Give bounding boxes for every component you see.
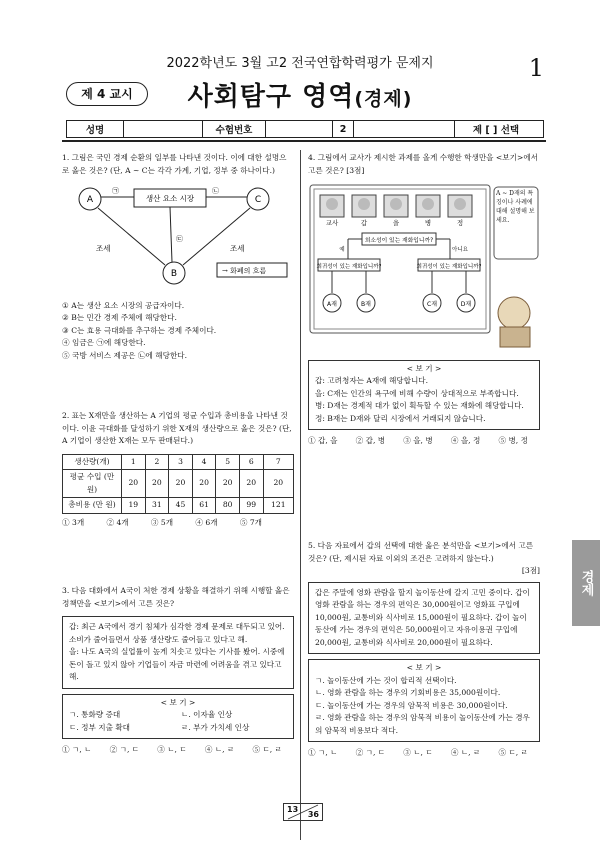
name-field[interactable] — [124, 121, 203, 137]
q4-flow-no: 아니요 — [452, 247, 468, 253]
q1-option-1[interactable]: ① A는 생산 요소 시장의 공급자이다. — [62, 300, 185, 310]
q2-table — [62, 454, 294, 514]
q5-bogi-2: ㄴ. 영화 관람을 하는 경우의 기회비용은 35,000원이다. — [315, 688, 501, 697]
q3-bogi-4: ㄹ. 부가 가치세 인상 — [181, 722, 250, 732]
q1-option-4[interactable]: ④ 임금은 ㉠에 해당한다. — [62, 338, 146, 347]
table-cell: 121 — [263, 498, 293, 514]
table-cell: 3 — [169, 454, 193, 470]
q3-bogi-title: < 보 기 > — [160, 697, 196, 707]
table-cell: 20 — [169, 470, 193, 498]
question-5 — [308, 540, 540, 760]
q1-tax-left: 조세 — [96, 244, 111, 253]
name-label: 성명 — [67, 121, 124, 137]
q1-stem: 1. 그림은 국민 경제 순환의 일부를 나타낸 것이다. 이에 대한 설명으로 옳은 것은? (단, A ~ C는 각각 가계, 기업, 정부 중 하나이다.) — [62, 153, 287, 175]
avatar — [454, 198, 466, 210]
table-cell: 61 — [192, 498, 216, 514]
question-3 — [62, 585, 294, 757]
q1-node-c: C — [254, 195, 262, 205]
table-cell: 4 — [192, 454, 216, 470]
q5-passage: 갑은 주말에 영화 관람을 할지 놀이동산에 갈지 고민 중이다. 갑이 영화 관람을 하는 경우의 편익은 30,000원이고 영화표 구입에 10,000원, 교통비와 식사비로 15,000원이 필요하다. 갑이 놀이동산에 가는 경우의 편익은 50,000원이고 자유이용권 구입에 20,000원, 교통비와 식사비로 20,000원이 필요하다. — [315, 587, 530, 647]
footer-total: 36 — [307, 810, 319, 819]
q5-option-3[interactable]: ③ ㄴ, ㄷ — [403, 748, 433, 757]
q4-option-4[interactable]: ④ 을, 정 — [450, 436, 481, 445]
q5-passage-box — [308, 582, 540, 655]
table-cell: 20 — [239, 470, 263, 498]
q4-bubble-text: A ~ D재의 특징이나 사례에 대해 설명해 보세요. — [496, 190, 535, 224]
q2-option-5[interactable]: ⑤ 7개 — [239, 517, 262, 527]
q1-legend: → 화폐의 흐름 — [222, 267, 267, 275]
footer-page: 13 — [287, 805, 299, 814]
table-cell: 6 — [239, 454, 263, 470]
q2-option-1[interactable]: ① 3개 — [62, 517, 85, 527]
subject-name: 사회탐구 영역 — [187, 82, 355, 112]
q4-person-byeong: 병 — [424, 219, 432, 227]
q1-tax-right: 조세 — [230, 244, 245, 253]
q3-option-4[interactable]: ④ ㄴ, ㄹ — [204, 745, 235, 754]
q1-node-a: A — [86, 195, 94, 205]
q2-stem: 2. 표는 X재만을 생산하는 A 기업의 평균 수입과 총비용을 나타낸 것이다. 이윤 극대화를 달성하기 위한 X재의 생산량으로 옳은 것은? (단, A 기업이 생산한 X재는 모두 판매된다.) — [62, 411, 292, 445]
q5-option-2[interactable]: ② ㄱ, ㄷ — [355, 748, 386, 757]
q4-bogi-box — [308, 360, 540, 431]
q4-flow-top: 희소성이 있는 재화입니까? — [364, 238, 434, 244]
q3-bogi-3: ㄷ. 정부 지출 확대 — [69, 722, 131, 732]
q4-leaf-b: B재 — [361, 301, 371, 308]
avatar — [390, 198, 402, 210]
q4-person-teacher: 교사 — [325, 219, 339, 227]
q4-person-jeong: 정 — [456, 219, 464, 227]
table-cell: 5 — [216, 454, 240, 470]
table-cell: 19 — [122, 498, 146, 514]
exam-no-blank[interactable] — [266, 121, 333, 137]
table-cell: 20 — [122, 470, 146, 498]
q1-option-5[interactable]: ⑤ 국방 서비스 제공은 ㉡에 해당한다. — [62, 350, 188, 360]
q5-option-1[interactable]: ① ㄱ, ㄴ — [308, 748, 338, 757]
q4-leaf-d: D재 — [460, 301, 472, 308]
q3-stem: 3. 다음 대화에서 A국이 처한 경제 상황을 해결하기 위해 시행할 옳은 정책만을 <보기>에서 고른 것은? — [62, 586, 290, 608]
q2-option-3[interactable]: ③ 5개 — [150, 517, 174, 527]
table-cell: 20 — [145, 470, 169, 498]
table-cell: 2 — [145, 454, 169, 470]
q4-bogi-4: 정: B재는 D재와 달리 시장에서 거래되지 않습니다. — [315, 413, 486, 423]
table-cell: 20 — [216, 470, 240, 498]
q2-row1-label: 생산량(개) — [63, 454, 122, 470]
q5-points: [3점] — [521, 566, 540, 575]
q1-mark-b: ㉡ — [212, 187, 219, 195]
q4-leaf-c: C재 — [427, 301, 437, 308]
table-row — [63, 498, 294, 514]
table-row — [63, 470, 294, 498]
q4-person-gap: 갑 — [360, 219, 368, 227]
question-4 — [308, 152, 540, 448]
q1-option-2[interactable]: ② B는 민간 경제 주체에 해당한다. — [62, 313, 177, 322]
choice-label: 제 [ ] 선택 — [472, 125, 520, 136]
q5-bogi-title: < 보 기 > — [406, 663, 442, 672]
q3-option-5[interactable]: ⑤ ㄷ, ㄹ — [252, 745, 282, 754]
header-divider — [62, 140, 546, 142]
table-cell: 20 — [263, 470, 293, 498]
q1-diagram — [62, 181, 292, 291]
q3-bogi-1: ㄱ. 통화량 증대 — [69, 710, 121, 719]
q4-flow-left: 희귀성이 있는 재화입니까? — [316, 264, 382, 270]
exam-title: 2022학년도 3월 고2 전국연합학력평가 문제지 — [166, 56, 434, 71]
footer-page-indicator — [283, 803, 323, 821]
q3-bogi-box — [62, 694, 294, 740]
q3-dialog-box — [62, 616, 294, 689]
q4-option-3[interactable]: ③ 을, 병 — [403, 436, 433, 445]
table-cell: 45 — [169, 498, 193, 514]
avatar — [358, 198, 370, 210]
q4-bogi-title: < 보 기 > — [406, 363, 442, 373]
q5-bogi-box — [308, 659, 540, 742]
q4-flow-right: 희귀성이 있는 재화입니까? — [416, 264, 482, 270]
q5-stem: 5. 다음 자료에서 갑의 선택에 대한 옳은 분석만을 <보기>에서 고른 것은? (단, 제시된 자료 이외의 조건은 고려하지 않는다.) — [308, 541, 534, 563]
q1-node-b: B — [170, 269, 178, 279]
q4-classroom-figure — [308, 181, 540, 351]
q4-option-5[interactable]: ⑤ 병, 정 — [498, 436, 528, 445]
q4-bogi-1: 갑: 고려청자는 A재에 해당합니다. — [315, 376, 429, 385]
exam-no-label: 수험번호 — [203, 121, 266, 137]
q4-person-eul: 을 — [392, 219, 400, 227]
subject-title — [0, 76, 600, 113]
exam-no-value: 2 — [333, 121, 354, 137]
q5-bogi-1: ㄱ. 놀이동산에 가는 것이 합리적 선택이다. — [315, 675, 457, 685]
q3-dialog-1: 갑: 최근 A국에서 경기 침체가 심각한 경제 문제로 대두되고 있어. 소비가 줄어들면서 상품 생산량도 줄어들고 있다고 해. — [69, 622, 285, 644]
q1-option-3[interactable]: ③ C는 효용 극대화를 추구하는 경제 주체이다. — [62, 325, 217, 335]
page-number: 1 — [528, 54, 544, 82]
avatar — [422, 198, 434, 210]
table-cell: 99 — [239, 498, 263, 514]
exam-no-field[interactable] — [354, 121, 455, 137]
q4-option-1[interactable]: ① 갑, 을 — [308, 436, 338, 445]
question-1 — [62, 152, 292, 362]
subject-subtitle: (경제) — [354, 88, 413, 110]
q4-leaf-a: A재 — [327, 301, 337, 308]
question-2 — [62, 410, 294, 529]
q5-option-5[interactable]: ⑤ ㄷ, ㄹ — [498, 748, 528, 757]
q1-mark-a: ㉠ — [112, 187, 119, 195]
student-info-bar — [66, 120, 544, 138]
table-cell: 20 — [192, 470, 216, 498]
period-badge: 제 4 교시 — [66, 82, 148, 106]
table-row — [63, 454, 294, 470]
q4-flow-yes: 예 — [339, 247, 345, 253]
q5-bogi-3: ㄷ. 놀이동산에 가는 경우의 암묵적 비용은 30,000원이다. — [315, 700, 508, 710]
q4-option-2[interactable]: ② 갑, 병 — [355, 436, 386, 445]
table-cell: 1 — [122, 454, 146, 470]
table-cell: 31 — [145, 498, 169, 514]
q3-option-3[interactable]: ③ ㄴ, ㄷ — [157, 745, 187, 754]
table-cell: 80 — [216, 498, 240, 514]
column-divider — [300, 150, 301, 840]
q3-option-2[interactable]: ② ㄱ, ㄷ — [109, 745, 140, 754]
q4-stem: 4. 그림에서 교사가 제시한 과제를 올게 수행한 학생만을 <보기>에서 고른 것은? [3점] — [308, 153, 539, 175]
q2-option-4[interactable]: ④ 6개 — [195, 517, 218, 527]
q2-row2-label: 평균 수입 (만 원) — [63, 470, 122, 498]
table-cell: 7 — [263, 454, 293, 470]
q2-row3-label: 총비용 (만 원) — [63, 498, 122, 514]
q1-mark-c: ㉢ — [176, 235, 183, 243]
q3-bogi-2: ㄴ. 이자율 인상 — [181, 710, 233, 719]
q4-bogi-2: 을: C재는 인간의 욕구에 비해 수량이 상대적으로 부족합니다. — [315, 388, 519, 398]
teacher-figure-icon — [498, 297, 530, 329]
avatar — [326, 198, 338, 210]
q5-bogi-4: ㄹ. 영화 관람을 하는 경우의 암묵적 비용이 놀이동산에 가는 경우의 암묵적 비용보다 적다. — [315, 713, 530, 735]
q1-market-box: 생산 요소 시장 — [145, 194, 195, 203]
q2-option-2[interactable]: ② 4개 — [106, 517, 129, 527]
q5-option-4[interactable]: ④ ㄴ, ㄹ — [450, 748, 481, 757]
q3-option-1[interactable]: ① ㄱ, ㄴ — [62, 745, 92, 754]
subject-side-tab: 경제 — [572, 540, 600, 626]
q3-dialog-2: 을: 나도 A국의 실업률이 높게 치솟고 있다는 기사를 봤어. 시중에 돈이 돌고 있지 않아 기업들이 자금 마련에 어려움을 겪고 있다고 해. — [69, 647, 285, 681]
q4-bogi-3: 병: D재는 경제적 대가 없이 획득할 수 있는 재화에 해당합니다. — [315, 401, 524, 410]
